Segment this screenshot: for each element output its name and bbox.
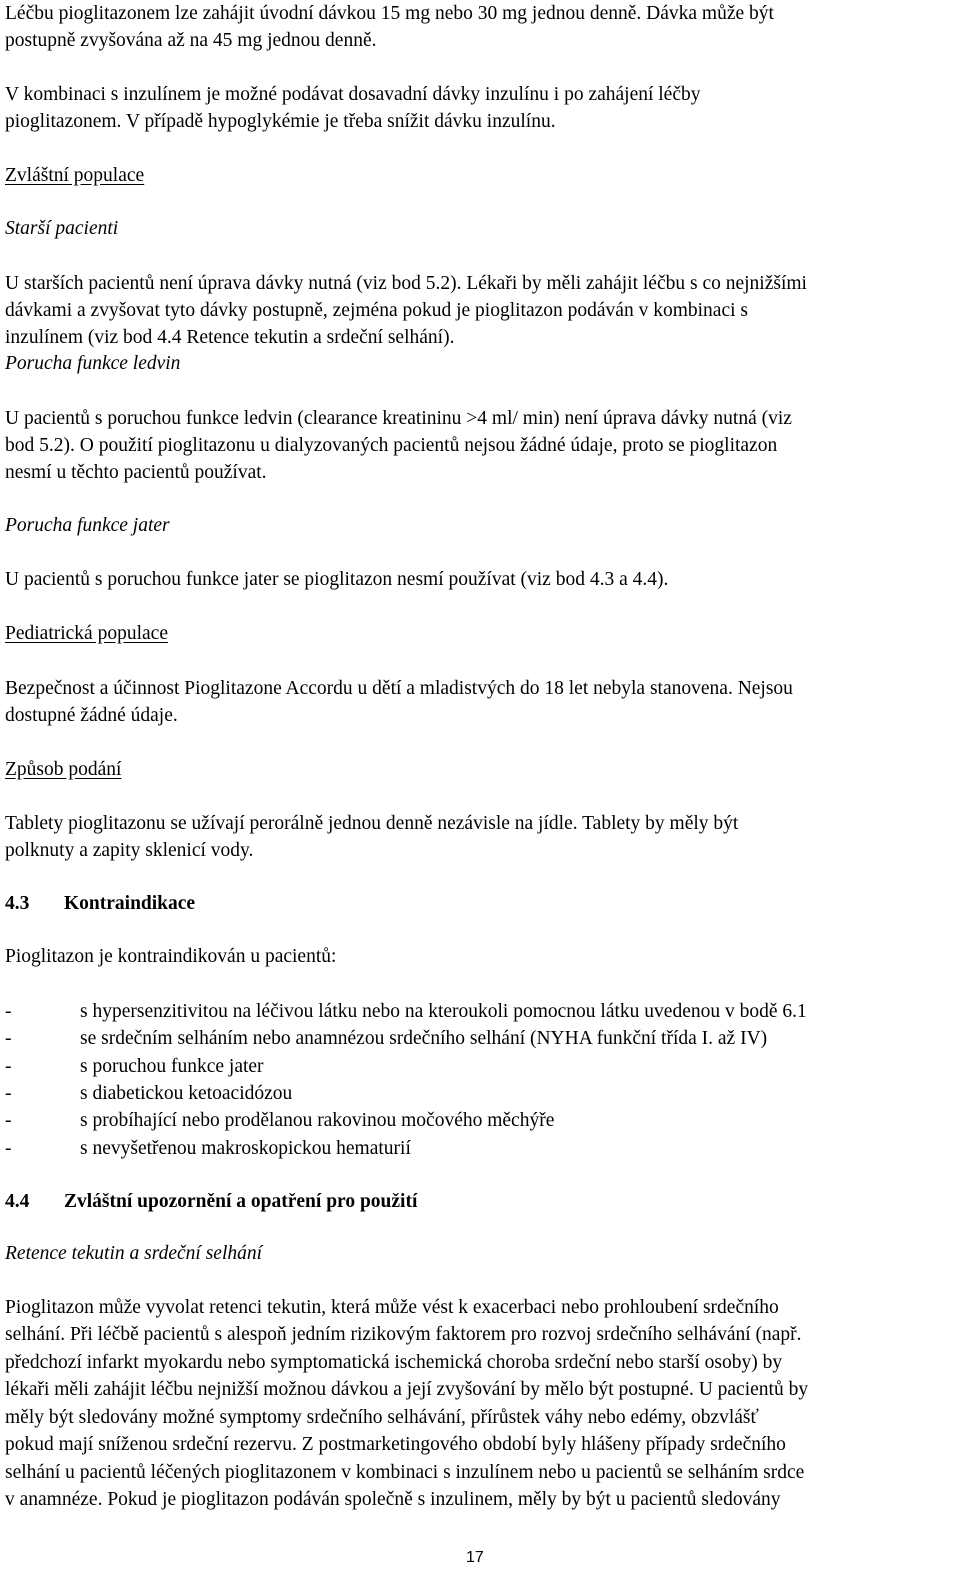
section-number: 4.4: [5, 1191, 30, 1212]
fluid-retention-heading: Retence tekutin a srdeční selhání: [5, 1243, 263, 1264]
renal-line: U pacientů s poruchou funkce ledvin (clearance kreatininu >4 ml/ min) není úprava dávky nutná (viz: [5, 408, 792, 429]
hepatic-heading: Porucha funkce jater: [5, 515, 170, 536]
warning-line: Pioglitazon může vyvolat retenci tekutin, která může vést k exacerbaci nebo prohloubení srdečního: [5, 1297, 779, 1318]
dosage-line: postupně zvyšována až na 45 mg jednou denně.: [5, 30, 377, 51]
pediatric-line: dostupné žádné údaje.: [5, 705, 178, 726]
section-title: Zvláštní upozornění a opatření pro použití: [64, 1191, 418, 1212]
warning-line: selhání. Při léčbě pacientů s alespoň jedním rizikovým faktorem pro rozvoj srdečního selhávání (např.: [5, 1324, 802, 1345]
dosage-line: Léčbu pioglitazonem lze zahájit úvodní dávkou 15 mg nebo 30 mg jednou denně. Dávka může být: [5, 3, 774, 24]
section-number: 4.3: [5, 893, 30, 914]
administration-line: polknuty a zapity sklenicí vody.: [5, 840, 254, 861]
warning-line: lékaři měli zahájit léčbu nejnižší možnou dávkou a její zvyšování by mělo být postupné. U pacientů by: [5, 1379, 809, 1400]
list-item: se srdečním selháním nebo anamnézou srdečního selhání (NYHA funkční třída I. až IV): [80, 1028, 768, 1049]
bullet-marker: -: [5, 1138, 12, 1159]
elderly-line: U starších pacientů není úprava dávky nutná (viz bod 5.2). Lékaři by měli zahájit léčbu s co nejnižšími: [5, 273, 807, 294]
pediatric-line: Bezpečnost a účinnost Pioglitazone Accordu u dětí a mladistvých do 18 let nebyla stanovena. Nejsou: [5, 678, 793, 699]
dosage-line: pioglitazonem. V případě hypoglykémie je třeba snížit dávku inzulínu.: [5, 111, 556, 132]
page-number: 17: [466, 1549, 484, 1566]
warning-line: měly být sledovány možné symptomy srdečního selhávání, přírůstek váhy nebo edémy, obzvlášť: [5, 1407, 759, 1428]
elderly-line: dávkami a zvyšovat tyto dávky postupně, zejména pokud je pioglitazon podáván v kombinaci s: [5, 300, 748, 321]
hepatic-line: U pacientů s poruchou funkce jater se pioglitazon nesmí používat (viz bod 4.3 a 4.4).: [5, 569, 669, 590]
bullet-marker: -: [5, 1056, 12, 1077]
list-item: s probíhající nebo prodělanou rakovinou močového měchýře: [80, 1110, 555, 1131]
warning-line: v anamnéze. Pokud je pioglitazon podáván společně s inzulinem, měly by být u pacientů sledovány: [5, 1489, 781, 1510]
section-title: Kontraindikace: [64, 893, 196, 914]
warning-line: pokud mají sníženou srdeční rezervu. Z postmarketingového období byly hlášeny případy srdečního: [5, 1434, 786, 1455]
bullet-marker: -: [5, 1028, 12, 1049]
renal-line: nesmí u těchto pacientů používat.: [5, 462, 267, 483]
elderly-line: inzulínem (viz bod 4.4 Retence tekutin a srdeční selhání).: [5, 327, 455, 348]
contraindications-intro: Pioglitazon je kontraindikován u pacientů:: [5, 946, 337, 967]
administration-line: Tablety pioglitazonu se užívají perorálně jednou denně nezávisle na jídle. Tablety by měly být: [5, 813, 739, 834]
dosage-line: V kombinaci s inzulínem je možné podávat dosavadní dávky inzulínu i po zahájení léčby: [5, 84, 701, 105]
administration-heading: Způsob podání: [5, 759, 122, 780]
list-item: s nevyšetřenou makroskopickou hematurií: [80, 1138, 411, 1159]
list-item: s diabetickou ketoacidózou: [80, 1083, 293, 1104]
special-populations-heading: Zvláštní populace: [5, 165, 145, 186]
list-item: s poruchou funkce jater: [80, 1056, 264, 1077]
warning-line: selhání u pacientů léčených pioglitazonem v kombinaci s inzulínem nebo u pacientů se selháním srdce: [5, 1462, 805, 1483]
bullet-marker: -: [5, 1083, 12, 1104]
renal-line: bod 5.2). O použití pioglitazonu u dialyzovaných pacientů nejsou žádné údaje, proto se pioglitazon: [5, 435, 778, 456]
elderly-heading: Starší pacienti: [5, 218, 119, 239]
pediatric-heading: Pediatrická populace: [5, 623, 168, 644]
list-item: s hypersenzitivitou na léčivou látku nebo na kteroukoli pomocnou látku uvedenou v bodě 6.1: [80, 1001, 807, 1022]
bullet-marker: -: [5, 1110, 12, 1131]
warning-line: předchozí infarkt myokardu nebo symptomatická ischemická choroba srdeční nebo starší osoby) by: [5, 1352, 783, 1373]
bullet-marker: -: [5, 1001, 12, 1022]
renal-heading: Porucha funkce ledvin: [5, 353, 181, 374]
